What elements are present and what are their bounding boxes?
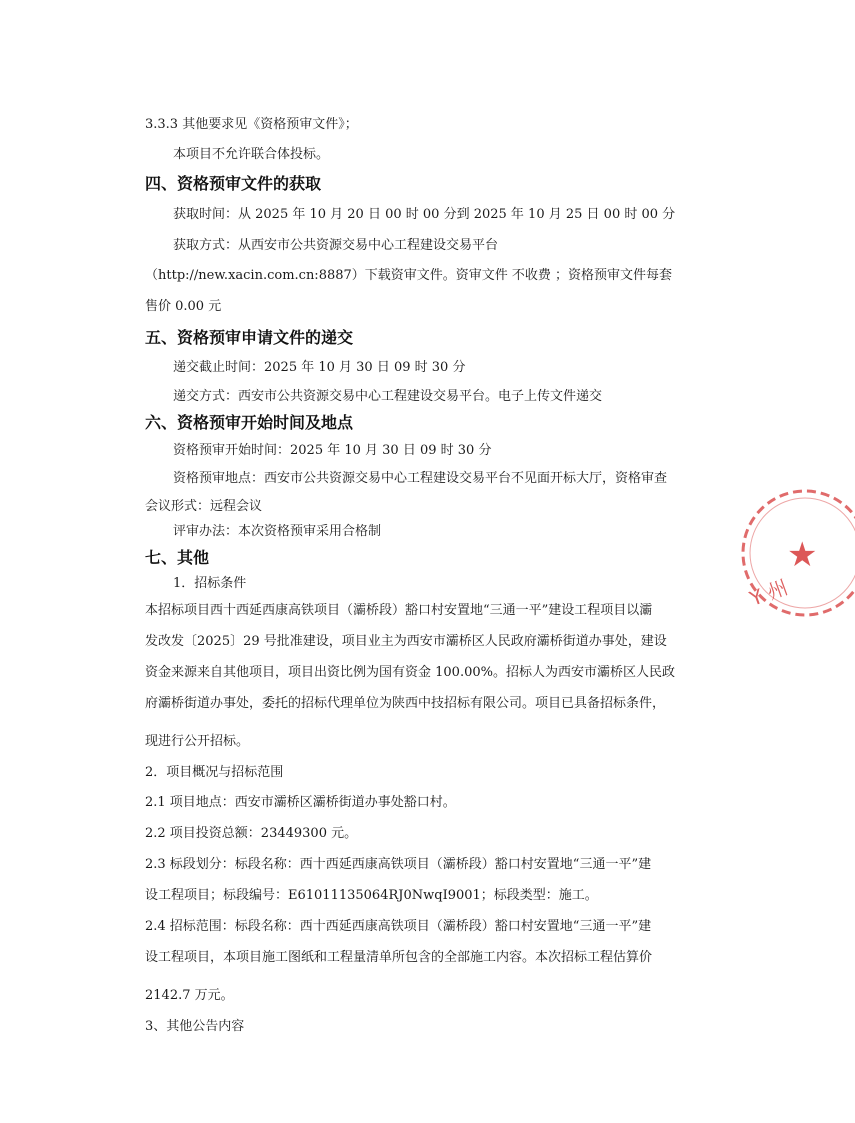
text-line: 2.2 项目投资总额：23449300 元。 <box>145 826 358 841</box>
text-line: 本项目不允许联合体投标。 <box>173 147 330 162</box>
text-line: 2.3 标段划分：标段名称：西十西延西康高铁项目（灞桥段）豁口村安置地“三通一平”建 <box>145 857 652 872</box>
text-line: 设工程项目；标段编号：E61011135064RJ0NwqI9001；标段类型：施工。 <box>145 888 598 903</box>
text-line: 售价 0.00 元 <box>145 299 222 314</box>
text-line: 评审办法：本次资格预审采用合格制 <box>173 524 382 539</box>
text-line: 2.1 项目地点：西安市灞桥区灞桥街道办事处豁口村。 <box>145 795 456 810</box>
text-line: 3.3.3 其他要求见《资格预审文件》； <box>145 117 358 132</box>
text-line: 现进行公开招标。 <box>145 734 250 749</box>
seal-partial-text: Y 州 <box>746 574 791 611</box>
text-line: 资金来源来自其他项目，项目出资比例为国有资金 100.00%。招标人为西安市灞桥区人民政 <box>145 665 675 680</box>
text-line: 获取时间：从 2025 年 10 月 20 日 00 时 00 分到 2025 年 10 月 25 日 00 时 00 分 <box>173 207 676 222</box>
text-line: 2.4 招标范围：标段名称：西十西延西康高铁项目（灞桥段）豁口村安置地“三通一平”建 <box>145 919 652 934</box>
text-line: 获取方式：从西安市公共资源交易中心工程建设交易平台 <box>173 238 499 253</box>
section-heading: 六、资格预审开始时间及地点 <box>145 413 354 432</box>
text-line: 府灞桥街道办事处，委托的招标代理单位为陕西中技招标有限公司。项目已具备招标条件， <box>145 696 666 711</box>
text-line: 发改发〔2025〕29 号批准建设，项目业主为西安市灞桥区人民政府灞桥街道办事处，建设 <box>145 634 667 649</box>
text-line: 2142.7 万元。 <box>145 988 234 1003</box>
text-line: 递交方式：西安市公共资源交易中心工程建设交易平台。电子上传文件递交 <box>173 389 603 404</box>
text-line: 2．项目概况与招标范围 <box>145 765 284 780</box>
text-line: 递交截止时间：2025 年 10 月 30 日 09 时 30 分 <box>173 360 466 375</box>
text-line: 会议形式：远程会议 <box>145 499 263 514</box>
seal-star: ★ <box>787 535 818 575</box>
text-line: 1．招标条件 <box>173 576 247 591</box>
text-line: 本招标项目西十西延西康高铁项目（灞桥段）豁口村安置地“三通一平”建设工程项目以灞 <box>145 603 653 618</box>
section-heading: 七、其他 <box>145 548 210 567</box>
section-heading: 五、资格预审申请文件的递交 <box>145 328 354 347</box>
section-heading: 四、资格预审文件的获取 <box>145 174 322 193</box>
text-line: 3、其他公告内容 <box>145 1019 245 1034</box>
text-line: 资格预审地点：西安市公共资源交易中心工程建设交易平台不见面开标大厅，资格审查 <box>173 471 668 486</box>
official-seal-stamp <box>735 478 855 628</box>
text-line: 设工程项目，本项目施工图纸和工程量清单所包含的全部施工内容。本次招标工程估算价 <box>145 950 653 965</box>
text-line: 资格预审开始时间：2025 年 10 月 30 日 09 时 30 分 <box>173 443 492 458</box>
text-line: （http://new.xacin.com.cn:8887）下载资审文件。资审文件 不收费 ；资格预审文件每套 <box>145 268 673 283</box>
